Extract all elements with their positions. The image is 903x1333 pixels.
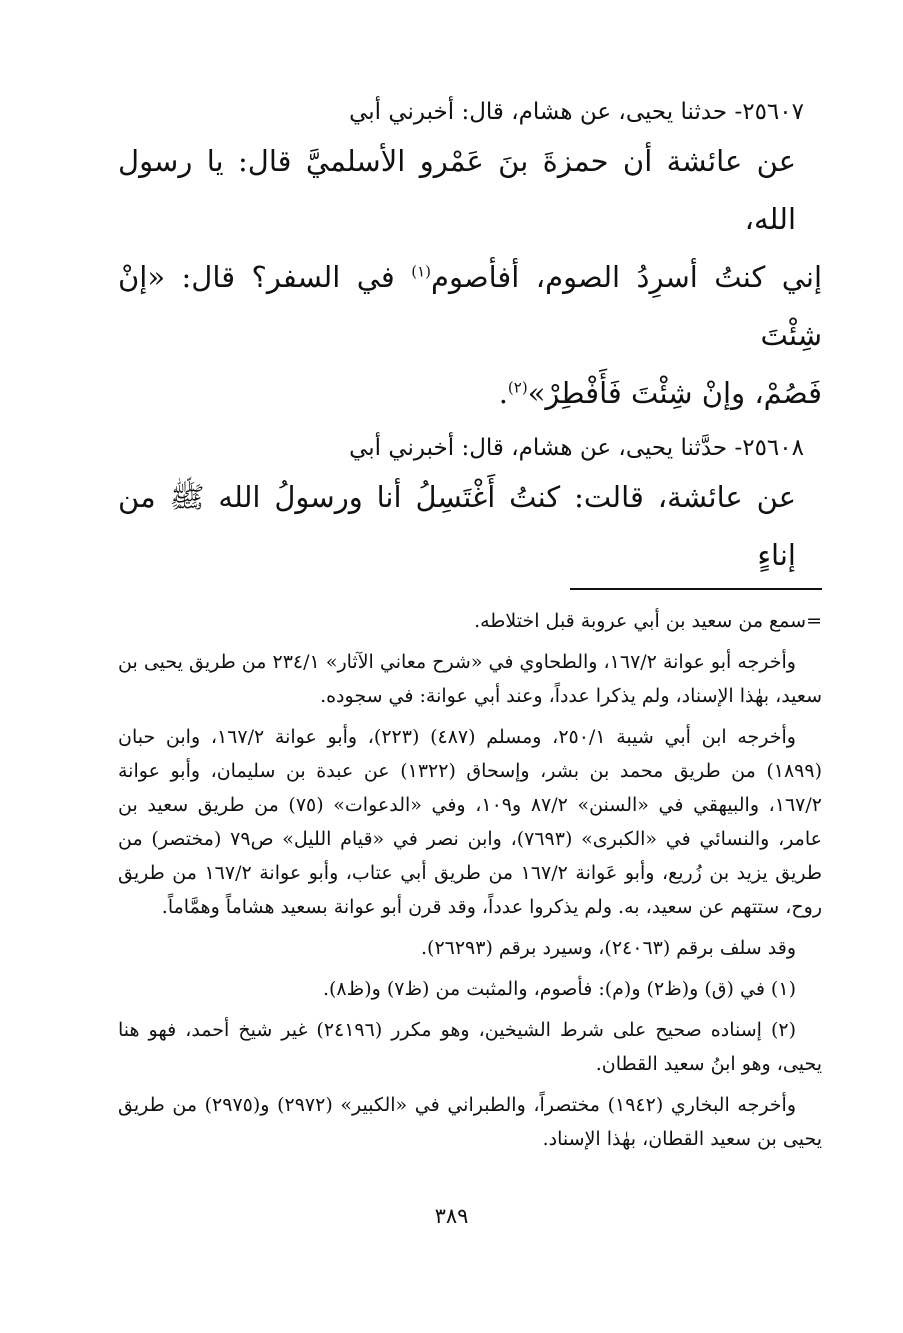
hadith-25607-line-3	[118, 364, 822, 422]
hadith-25607-line-1: عن عائشة أن حمزةَ بنَ عَمْرو الأسلميَّ قال: يا رسول الله،	[118, 144, 796, 236]
hadith-25608-line-1: عن عائشة، قالت: كنتُ أَغْتَسِلُ أنا ورسولُ الله ﷺ من إناءٍ	[118, 480, 796, 572]
hadith-25608-text	[118, 468, 822, 584]
document-page	[118, 92, 822, 1156]
footnote-ref-1[interactable]: (١)	[411, 262, 432, 281]
footnote-paragraph: وقد سلف برقم (٢٤٠٦٣)، وسيرد برقم (٢٦٢٩٣).	[420, 937, 796, 959]
footnotes-section	[118, 604, 822, 1156]
footnote-paragraph: وأخرجه البخاري (١٩٤٢) مختصراً، والطبراني في «الكبير» (٢٩٧٢) و(٢٩٧٥) من طريق يحيى بن سعيد القطان، بهٰذا الإسناد.	[118, 1094, 822, 1150]
hadith-25608-header: ٢٥٦٠٨- حدَّثنا يحيى، عن هشام، قال: أخبرني أبي	[349, 435, 804, 461]
footnote-paragraph: وأخرجه ابن أبي شيبة ٢٥٠/١، ومسلم (٤٨٧) (٢٢٣)، وأبو عوانة ١٦٧/٢، وابن حبان (١٨٩٩) من طريق محمد بن بشر، وإسحاق (١٣٢٢) عن عبدة بن سليمان، وأبو عوانة ١٦٧/٢، والبيهقي في «السنن» ٨٧/٢ و١٠٩، وفي «الدعوات» (٧٥) من طريق سعيد بن عامر، والنسائي في «الكبرى» (٧٦٩٣)، وابن نصر في «قيام الليل» ص٧٩ (مختصر) من طريق يزيد بن زُريع، وأبو عَوانة ١٦٧/٢ من طريق أبي عتاب، وأبو عوانة ١٦٧/٢ من طريق روح، ستتهم عن سعيد، به. ولم يذكروا عدداً، وقد قرن أبو عوانة بسعيد هشاماً وهمَّاماً.	[118, 726, 823, 918]
hadith-25607-line-2	[118, 248, 822, 364]
hadith-25607-line-3a: فَصُمْ، وإنْ شِئْتَ فَأَفْطِرْ»	[527, 376, 822, 410]
hadith-25607-text	[118, 132, 822, 422]
footnote-1: (١) في (ق) و(ظ٢) و(م): فأصوم، والمثبت من (ظ٧) و(ظ٨).	[322, 978, 796, 1000]
hadith-25607-line-3b: .	[498, 376, 508, 410]
hadith-25607-line-2a: إني كنتُ أسرِدُ الصوم، أفأصوم	[431, 260, 822, 294]
hadith-25607-header: ٢٥٦٠٧- حدثنا يحيى، عن هشام، قال: أخبرني أبي	[349, 99, 804, 125]
footnote-ref-2[interactable]: (٢)	[507, 378, 528, 397]
footnote-divider	[570, 588, 822, 590]
hadith-25607-line-2b: في السفر؟ قال: «إنْ شِئْتَ	[118, 260, 822, 352]
page-number: ٣٨٩	[434, 1204, 469, 1228]
footnote-continuation: =سمع من سعيد بن أبي عروبة قبل اختلاطه.	[474, 610, 822, 632]
footnote-2: (٢) إسناده صحيح على شرط الشيخين، وهو مكرر (٢٤١٩٦) غير شيخ أحمد، فهو هنا يحيى، وهو ابنُ سعيد القطان.	[118, 1019, 822, 1075]
footnote-paragraph: وأخرجه أبو عوانة ١٦٧/٢، والطحاوي في «شرح معاني الآثار» ٢٣٤/١ من طريق يحيى بن سعيد، بهٰذا الإسناد، ولم يذكرا عدداً، وعند أبي عوانة: في سجوده.	[118, 651, 822, 707]
